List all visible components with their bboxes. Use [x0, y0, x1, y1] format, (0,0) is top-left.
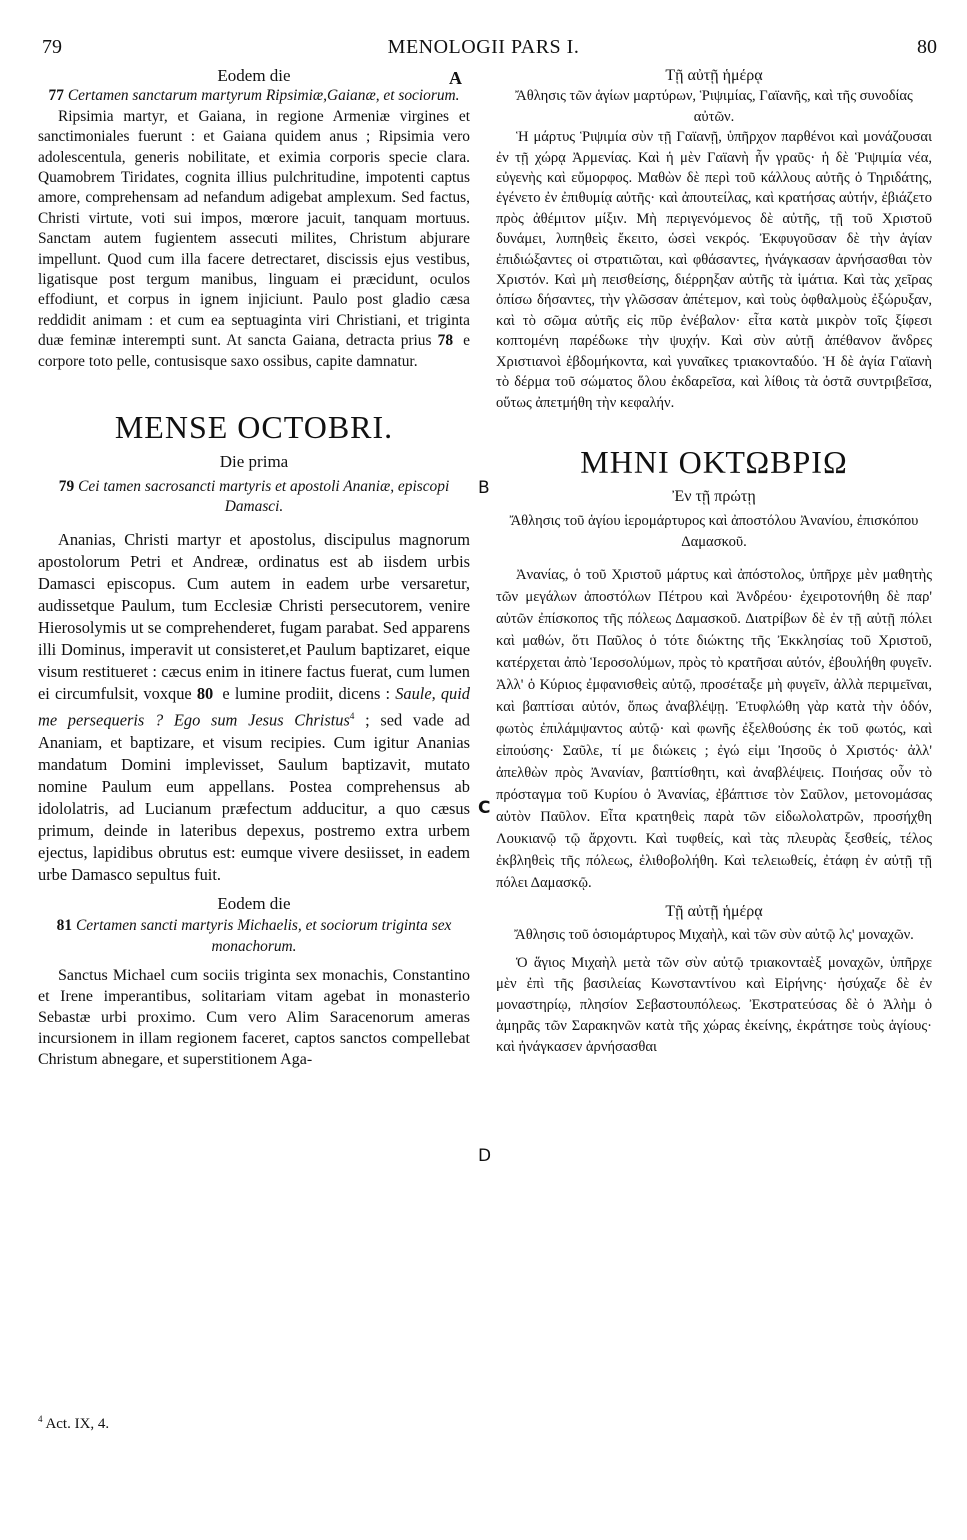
entry-body-text: ; sed vade ad Ananiam, et baptizare, et visum recipies. Cum igitur Ananias mandatum Domini implevisset, Saulum baptizavit, mutato nomine Paulum eum appellans. Postea comprehensus ab idololatris, ad Lucianum præfectum adducitur, a quo cæsus primum, deinde in lateribus depexus, postremo extra urbem ejectus, lapidibus obrutus est: eumque vivere desiisset, in eadem urbe Damasco sepultus fuit.	[38, 710, 470, 884]
entry-day-heading: Τῇ αὐτῇ ἡμέρᾳ	[665, 903, 763, 921]
entry-title: Ἄθλησις τοῦ ὁσιομάρτυρος Μιχαὴλ, καὶ τῶν σὺν αὐτῷ λς' μοναχῶν.	[514, 926, 914, 943]
page-number-left: 79	[42, 36, 62, 58]
entry-day-heading: Ἐν τῇ πρώτῃ	[672, 487, 756, 505]
entry-title-text: Certamen sanctarum martyrum Ripsimiæ,Gaianæ, et sociorum.	[67, 87, 460, 105]
entry-title: Ἄθλησις τῶν ἁγίων μαρτύρων, Ῥιψιμίας, Γαϊανῆς, καὶ τῆς συνοδίας αὐτῶν.	[515, 88, 913, 125]
month-heading: MENSE OCTOBRI.	[114, 409, 394, 446]
entry-day-heading: Eodem die	[217, 66, 291, 85]
latin-column	[38, 66, 470, 1070]
footnote-mark: 4	[38, 1414, 43, 1424]
footnote-text: Act. IX, 4.	[45, 1416, 110, 1432]
running-title: MENOLOGII PARS I.	[387, 36, 580, 58]
entry-body: Sanctus Michael cum sociis triginta sex monachis, Constantino et Irene imperantibus, solitariam vitam agebat in monasterio Sebastæ urbi proximo. Cum vero Alim Saracenorum ameras incursionem in illam regionem faceret, captos sanctos compellebat Christum abnegare, et superstitionem Aga-	[38, 967, 470, 1068]
margin-letter-a: A	[449, 68, 462, 88]
footnote	[38, 1414, 109, 1433]
spacer	[496, 413, 932, 443]
page-number-right: 80	[917, 36, 937, 58]
entry-title-text: Certamen sancti martyris Michaelis, et sociorum triginta sex monachorum.	[76, 917, 452, 955]
entry-day-heading: Eodem die	[217, 893, 291, 913]
footnote-marker: 4	[349, 711, 355, 722]
scripture-quote: Saule, quid me persequeris ? Ego sum Jesus Christus	[38, 684, 470, 730]
entry-title	[38, 86, 470, 106]
entry-title	[38, 916, 470, 957]
entry-body	[38, 529, 470, 885]
column-number: 80	[196, 684, 214, 704]
column-number: 78	[437, 332, 454, 350]
entry-body-text-end: e corpore toto pelle, contusisque saxo ossibus, capite damnatur.	[38, 332, 470, 370]
month-heading: ΜΗΝΙ ΟΚΤΩΒΡΙΩ	[580, 443, 848, 480]
entry-number: 81	[56, 917, 73, 935]
entry-number: 77	[48, 87, 64, 105]
entry-title	[38, 477, 470, 518]
entry-body: Ἀνανίας, ὁ τοῦ Χριστοῦ μάρτυς καὶ ἀπόστολος, ὑπῆρχε μὲν μαθητὴς τῶν μεγάλων ἀποστόλων Πέτρου καὶ Ἀνδρέου· ἐχειροτονήθη δὲ παρ' αὐτῶν ἐπίσκοπος τῆς πόλεως Δαμασκοῦ. Διατρίβων δὲ ἐν τῇ αὐτῇ πόλει καὶ μαθών, ὅτι Παῦλος ὁ τότε διώκτης τῆς Ἐκκλησίας τοῦ Χριστοῦ, κατέρχεται ἀπὸ Ἱεροσολύμων, πρὸς τὸ κρατῆσαι αὐτόν, ἐβουλήθη φυγεῖν. Ἀλλ' ὁ Κύριος ἐμφανισθεὶς αὐτῷ, προσέταξε μὴ φυγεῖν, ἀλλὰ περιμεῖναι, καὶ βαπτίσαι αὐτόν, ὅπως ἀναβλέψῃ. Ἐτυφλώθη γὰρ κατὰ τὴν ὁδόν, φωτὸς ἐπιλάμψαντος αὐτῷ· καὶ φωνῆς ἐξελθούσης ἐκ τοῦ φωτός, καὶ εἰπούσης· Σαῦλε, τί με διώκεις ; ἐγώ εἰμι Ἰησοῦς ὁ Χριστός· ἀλλ' ἀπελθὼν πρὸς Ἀνανίαν, βαπτίσθητι, καὶ ἀναβλέψεις. Ποιήσας οὖν τὸ πρόσταγμα τοῦ Κυρίου ὁ Ἀνανίας, ἐβάπτισε τὸν Σαῦλον, μετονομάσας αὐτὸν Παῦλον. Εἶτα κρατηθεὶς παρὰ τῶν εἰδωλολατρῶν, προσήχθη Λουκιανῷ τῷ ἄρχοντι. Καὶ τυφθείς, καὶ τὰς πλευρὰς ξεσθείς, τέλος ἐκβληθεὶς τῆς πόλεως, ἐλιθοβολήθη. Καὶ τελειωθείς, ἐτάφη ἐν αὐτῇ τῇ πόλει Δαμασκῷ.	[496, 567, 932, 892]
entry-title-text: Cei tamen sacrosancti martyris et apostoli Ananiæ, episcopi Damasci.	[78, 477, 450, 515]
entry-body: Ὁ ἅγιος Μιχαὴλ μετὰ τῶν σὺν αὐτῷ τριακονταὲξ μοναχῶν, ὑπῆρχε μὲν ἐπὶ τῆς βασιλείας Κωνσταντίνου καὶ Εἰρήνης· ἡσύχαζε δὲ ἐν μοναστηρίῳ, πλησίον Σεβαστουπόλεως. Ἐκστρατεύσας δὲ ὁ Ἀλὴμ ὁ ἀμηρᾶς τῶν Σαρακηνῶν κατὰ τῆς χώρας ἐκείνης, ἐκράτησε τοὺς ἁγίους· καὶ ἠνάγκασεν ἀρνήσασθαι	[496, 954, 932, 1055]
spacer	[38, 372, 470, 408]
margin-letter-b: B	[478, 478, 490, 498]
entry-number: 79	[58, 477, 75, 495]
entry-day-heading: Die prima	[219, 452, 289, 472]
entry-body-text: Ripsimia martyr, et Gaiana, in regione Armeniæ virgines et sanctimoniales fuerunt : et Gaiana quidem anus ; Ripsimia vero adolescentula, generis nobilitate, et eximia corporis specie clara. Quamobrem Tiridates, cognita illius pulchritudine, impotenti captus amore, comprehensam ad nefandum adigebat amplexum. Sed factus, Christi virtute, voti sui impos, mœrore jacuit, tanquam mortuus. Sanctam autem fugientem assecuti milites, Christum abjurare impellunt. Quod cum illa facere detrectaret, discissis ejus vestibus, ligatisque post tergum manibus, linguam ei præcidunt, oculos effodiunt, et corpus in ignem injiciunt. Paulo post gladio cæsa reddidit animam : et cum ea septuaginta viri Christiani, et triginta duæ feminæ interempti sunt. At sancta Gaiana, detracta prius	[38, 107, 470, 350]
greek-column	[496, 66, 932, 1058]
entry-title: Ἄθλησις τοῦ ἁγίου ἱερομάρτυρος καὶ ἀποστόλου Ἀνανίου, ἐπισκόπου Δαμασκοῦ.	[509, 513, 919, 550]
entry-body-text: Ananias, Christi martyr et apostolus, discipulus magnorum apostolorum Petri et Andreæ, ordinatus est ab iisdem urbis Damasci episcopus. Cum autem in eadem urbe versaretur, audissetque Paulum, tum Ecclesiæ Christi persecutorem, venire Hierosolymis ut se comprehenderet, fugam parabat. Sed apparens illi Dominus, imperavit ut consisteret,et Paulum baptizaret, eique visum restitueret : cæcus enim in itinere factus fuerat, cum lumen ei circumfulsit, voxque	[38, 530, 470, 704]
entry-body-text: e lumine prodiit, dicens :	[222, 684, 391, 704]
running-header	[30, 36, 937, 62]
margin-letter-d: D	[478, 1146, 492, 1166]
entry-body: Ἡ μάρτυς Ῥιψιμία σὺν τῇ Γαϊανῇ, ὑπῆρχον παρθένοι καὶ μονάζουσαι ἐν τῇ χώρᾳ Ἀρμενίας. Καὶ ἡ μὲν Γαϊανὴ ἦν γραῦς· ἡ δὲ Ῥιψιμία νέα, εὐγενὴς καὶ εὔμορφος. Μαθὼν δὲ περὶ τοῦ κάλλους αὐτῆς ὁ Τηριδάτης, ἐγένετο ἐν ἐπιθυμίᾳ αὐτῆς· καὶ ἀπουτείλας, καὶ κρατήσας αὐτήν, ἐβιάζετο πρὸς ἀθέμιτον μίξιν. Μὴ περιγενόμενος δὲ αὐτῆς, τῇ τοῦ Χριστοῦ δυνάμει, λυπηθεὶς ἔκειτο, ὡσεὶ νεκρός. Ἐκφυγοῦσαν δὲ τὴν ἁγίαν ἐπιδιώξαντες οἱ στρατιῶται, καὶ φθάσαντες, ἠνάγκασαν ἀρνήσασθαι τὸν Χριστόν. Καὶ μὴ πεισθείσης, διέρρηξαν αὐτῆς τὰ ἱμάτια. Καὶ τὰς χεῖρας ὀπίσω δήσαντες, τὴν γλῶσσαν ἀπέτεμον, καὶ τοὺς ὀφθαλμοὺς ἐξώρυξαν, καὶ τὸ σῶμα αὐτῆς εἰς πῦρ ἐνέβαλον· εἶτα κατὰ μικρὸν τοῖς ξίφεσι κοπτομένη παρέδωκε τὴν ψυχήν. Καὶ σὺν αὐτῇ ἀπέθανον ἄνδρες Χριστιανοὶ ἑβδομήκοντα, καὶ γυναῖκες τριακονταδύο. Ἡ δὲ ἁγία Γαϊανὴ τὸ δέρμα τοῦ σώματος ὅλου ἐκδαρεῖσα, καὶ λίθοις τὰ ὀστᾶ συντριβεῖσα, οὕτως ἀπετμήθη τὴν κεφαλήν.	[496, 129, 932, 411]
margin-letter-c: C	[478, 798, 491, 818]
entry-body	[38, 107, 470, 372]
entry-day-heading: Τῇ αὐτῇ ἡμέρᾳ	[665, 67, 763, 84]
